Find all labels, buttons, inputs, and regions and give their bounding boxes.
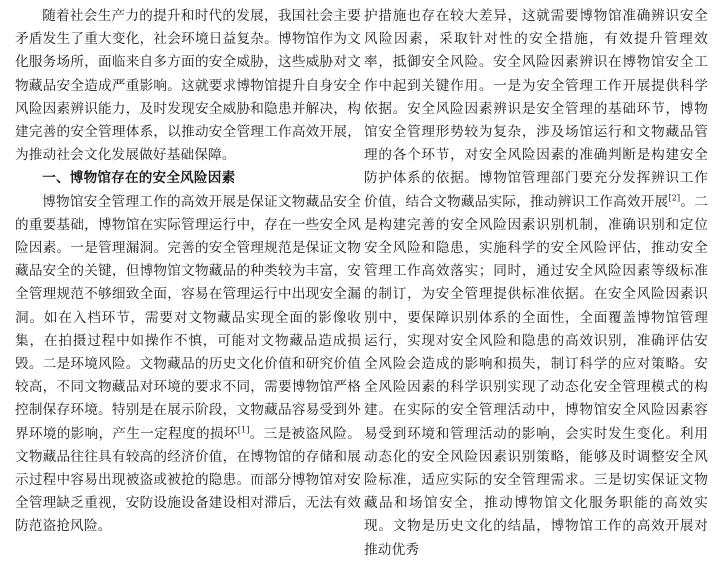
reference-1: [1] xyxy=(237,425,250,435)
identification-text-a: 护措施也存在较大差异，这就需要博物馆准确辨识安全风险因素，采取针对性的安全措施，有效提升管理效率，抵御安全风险。安全风险因素辨识在博物馆安全工作中起到关键作用。一是为安全管理工作开展提供科学依据。安全风险因素辨识是安全管理的基础环节，博物馆安全管理形势较为复杂，涉及场馆运行和文物藏品管理的各个环节，对安全风险因素的准确判断是构建安全防护体系的依据。博物馆管理部门要充分发挥辨识工作价值，结合文物藏品实际，推动辨识工作高效开展 xyxy=(364,8,708,210)
identification-paragraph xyxy=(364,5,708,562)
left-column xyxy=(15,5,361,539)
section-heading: 一、博物馆存在的安全风险因素 xyxy=(42,170,236,187)
risk-factors-text-b: 。三是被盗风险。文物藏品往往具有较高的经济价值，在博物馆的存储和展示过程中容易出现被盗或被抢的隐患。而部分博物馆对安全管理缺乏重视，安防设施设备建设相对滞后，无法有效防范盗抢风险。 xyxy=(15,425,361,535)
right-column xyxy=(364,5,708,562)
identification-text-b: 。二是构建完善的安全风险因素识别机制，准确识别和定位安全风险和隐患，实施科学的安全风险评估，推动安全管理工作高效落实；同时，通过安全风险因素等级标准的制订，为安全管理提供标准依据。在安全风险因素识别中，要保障识别体系的全面性，全面覆盖博物馆管理运行，实现对安全风险和隐患的高效识别，准确评估安全风险会造成的影响和损失，制订科学的应对策略。安全风险因素的科学识别实现了动态化安全管理模式的构建。在实际的安全管理活动中，博物馆安全风险因素容易受到环境和管理活动的影响，会实时发生变化。利用动态化的安全风险因素识别策略，能够及时调整安全风险标准，适应实际的安全管理需求。三是切实保证文物藏品和场馆安全，推动博物馆文化服务职能的高效实现。文物是历史文化的结晶，博物馆工作的高效开展对推动优秀 xyxy=(364,193,708,558)
risk-factors-paragraph xyxy=(15,191,361,539)
risk-factors-text-a: 博物馆安全管理工作的高效开展是保证文物藏品安全的重要基础，博物馆在实际管理运行中，存在一些安全风险因素。一是管理漏洞。完善的安全管理规范是保证文物藏品安全的关键，但博物馆文物藏品的种类较为丰富，安全管理规范不够细致全面，容易在管理运行中出现安全漏洞。如在入档环节，需要对文物藏品实现全面的影像收集，在拍摄过程中如操作不慎，可能对文物藏品造成损毁。二是环境风险。文物藏品的历史文化价值和研究价值较高，不同文物藏品对环境的要求不同，需要博物馆严格控制保存环境。特别是在展示阶段，文物藏品容易受到外界环境的影响，产生一定程度的损坏 xyxy=(15,193,361,442)
intro-paragraph: 随着社会生产力的提升和时代的发展，我国社会主要矛盾发生了重大变化，社会环境日益复杂。博物馆作为文化服务场所，面临来自多方面的安全威胁，这些威胁对文物藏品安全造成严重影响。这就要求博物馆提升自身安全风险因素辨识能力，及时发现安全威胁和隐患并解决，构建完善的安全管理体系，以推动安全管理工作高效开展，为推动社会文化发展做好基础保障。 xyxy=(15,8,361,164)
reference-2: [2] xyxy=(668,193,681,203)
